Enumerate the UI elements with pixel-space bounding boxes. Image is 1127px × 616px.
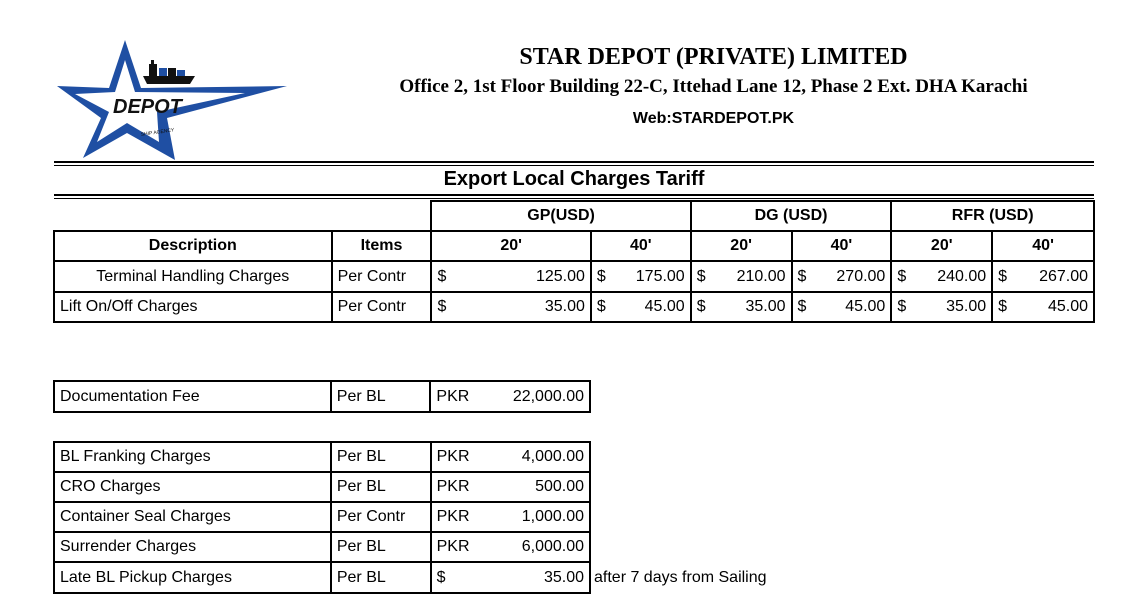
row-value-cell: PKR 1,000.00 <box>431 502 590 532</box>
table-row <box>54 442 590 472</box>
row-value-cell: $ 267.00 <box>992 261 1094 292</box>
svg-text:DEPOT: DEPOT <box>113 96 182 118</box>
row-value-cell: $ 210.00 <box>691 261 792 292</box>
header-divider <box>54 161 1094 163</box>
row-value-cell: $ 35.00 <box>431 292 590 322</box>
row-description: Terminal Handling Charges <box>54 261 332 292</box>
late-pickup-note: after 7 days from Sailing <box>594 569 767 586</box>
column-header-size: 20' <box>691 231 792 261</box>
row-item: Per BL <box>331 381 431 412</box>
row-item: Per BL <box>331 532 431 562</box>
row-value-cell: PKR 4,000.00 <box>431 442 590 472</box>
column-header-size: 40' <box>792 231 892 261</box>
svg-text:SHIP AGENCY: SHIP AGENCY <box>140 127 175 138</box>
row-item: Per BL <box>331 562 431 593</box>
tariff-title: Export Local Charges Tariff <box>443 168 705 190</box>
row-description: CRO Charges <box>54 472 331 502</box>
row-value-cell: $ 35.00 <box>891 292 992 322</box>
column-header-size: 40' <box>591 231 691 261</box>
table-row <box>54 562 590 593</box>
row-value-cell: $ 270.00 <box>792 261 892 292</box>
row-description: Late BL Pickup Charges <box>54 562 331 593</box>
column-header-row <box>54 231 1094 261</box>
column-header-description: Description <box>54 231 332 261</box>
row-value-cell: PKR 22,000.00 <box>430 381 590 412</box>
company-website: Web:STARDEPOT.PK <box>632 110 795 127</box>
row-value-cell: $ 125.00 <box>431 261 590 292</box>
row-value-cell: $ 35.00 <box>691 292 792 322</box>
group-header-dg: DG (USD) <box>691 201 892 231</box>
other-charges-table <box>53 441 591 594</box>
table-row <box>54 502 590 532</box>
row-description: Documentation Fee <box>54 381 331 412</box>
group-header-gp: GP(USD) <box>431 201 690 231</box>
group-header-rfr: RFR (USD) <box>891 201 1094 231</box>
row-value-cell: PKR 6,000.00 <box>431 532 590 562</box>
row-item: Per Contr <box>332 292 432 322</box>
ship-icon <box>143 60 195 84</box>
row-description: BL Franking Charges <box>54 442 331 472</box>
column-header-size: 40' <box>992 231 1094 261</box>
group-header-row <box>54 201 1094 231</box>
row-item: Per Contr <box>331 502 431 532</box>
row-value-cell: $ 175.00 <box>591 261 691 292</box>
row-value-cell: PKR 500.00 <box>431 472 590 502</box>
row-value-cell: $ 240.00 <box>891 261 992 292</box>
company-address: Office 2, 1st Floor Building 22-C, Ittehad Lane 12, Phase 2 Ext. DHA Karachi <box>399 76 1028 97</box>
column-header-items: Items <box>332 231 432 261</box>
table-row <box>54 472 590 502</box>
documentation-fee-table <box>53 380 591 413</box>
table-row <box>54 532 590 562</box>
row-item: Per BL <box>331 442 431 472</box>
title-divider <box>54 194 1094 196</box>
row-item: Per Contr <box>332 261 432 292</box>
table-row <box>54 292 1094 322</box>
row-value-cell: $ 45.00 <box>992 292 1094 322</box>
star-depot-logo <box>55 38 290 163</box>
row-value-cell: $ 35.00 <box>431 562 590 593</box>
title-divider <box>54 198 1094 199</box>
export-tariff-table <box>53 200 1095 323</box>
table-row <box>54 381 590 412</box>
table-row <box>54 261 1094 292</box>
column-header-size: 20' <box>891 231 992 261</box>
column-header-size: 20' <box>431 231 590 261</box>
row-value-cell: $ 45.00 <box>792 292 892 322</box>
row-description: Lift On/Off Charges <box>54 292 332 322</box>
header-divider <box>54 165 1094 166</box>
row-value-cell: $ 45.00 <box>591 292 691 322</box>
row-description: Surrender Charges <box>54 532 331 562</box>
company-name: STAR DEPOT (PRIVATE) LIMITED <box>519 44 908 70</box>
row-description: Container Seal Charges <box>54 502 331 532</box>
row-item: Per BL <box>331 472 431 502</box>
